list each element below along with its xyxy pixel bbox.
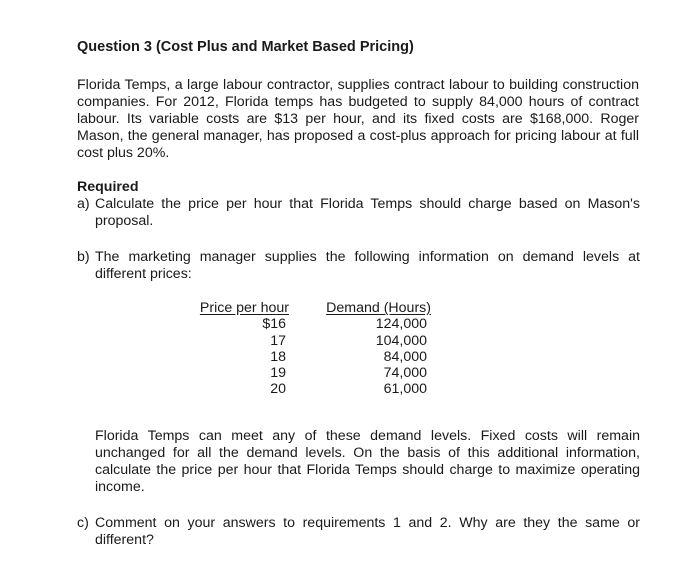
part-letter: c) (77, 515, 89, 531)
table-row (194, 349, 431, 365)
demand-cell: 104,000 (375, 332, 427, 349)
column-spacer (289, 365, 313, 381)
column-spacer (289, 333, 313, 349)
part-text: Calculate the price per hour that Florida Temps should charge based on Mason's proposal. (95, 196, 640, 229)
demand-cell: 84,000 (383, 348, 427, 365)
price-cell: $16 (262, 316, 286, 333)
demand-cell: 61,000 (383, 381, 427, 398)
followup-paragraph: Florida Temps can meet any of these demand levels. Fixed costs will remain unchanged for all the demand levels. On the basis of this additional information, calculate the price per hour that Florida Temps should charge to maximize operating income. (95, 428, 640, 495)
price-cell: 19 (270, 365, 286, 382)
part-a (77, 196, 640, 230)
question-title: Question 3 (Cost Plus and Market Based Pricing) (77, 39, 414, 55)
intro-paragraph: Florida Temps, a large labour contractor, supplies contract labour to building construction companies. For 2012, Florida temps has budgeted to supply 84,000 hours of contract labour. Its variable costs are $13 per hour, and its fixed costs are $168,000. Roger Mason, the general manager, has proposed a cost-plus approach for pricing labour at full cost plus 20%. (77, 77, 639, 161)
part-letter: a) (77, 196, 90, 212)
table-header-row (194, 300, 431, 316)
part-c (77, 515, 640, 549)
demand-cell: 124,000 (375, 316, 427, 333)
required-heading: Required (77, 179, 139, 195)
part-b (77, 249, 640, 283)
table-row (194, 365, 431, 381)
column-spacer (289, 381, 313, 397)
column-header-demand: Demand (Hours) (326, 300, 431, 316)
part-letter: b) (77, 249, 90, 265)
price-cell: 18 (270, 348, 286, 365)
price-cell: 17 (270, 332, 286, 349)
demand-table (194, 300, 431, 398)
column-spacer (289, 300, 313, 316)
price-cell: 20 (270, 381, 286, 398)
table-row (194, 333, 431, 349)
column-header-price: Price per hour (199, 300, 289, 316)
column-spacer (289, 349, 313, 365)
part-text: Comment on your answers to requirements 1 and 2. Why are they the same or different? (95, 515, 640, 548)
table-row (194, 316, 431, 332)
table-row (194, 381, 431, 397)
demand-cell: 74,000 (383, 365, 427, 382)
part-text: The marketing manager supplies the following information on demand levels at different prices: (95, 249, 640, 282)
column-spacer (289, 316, 313, 332)
